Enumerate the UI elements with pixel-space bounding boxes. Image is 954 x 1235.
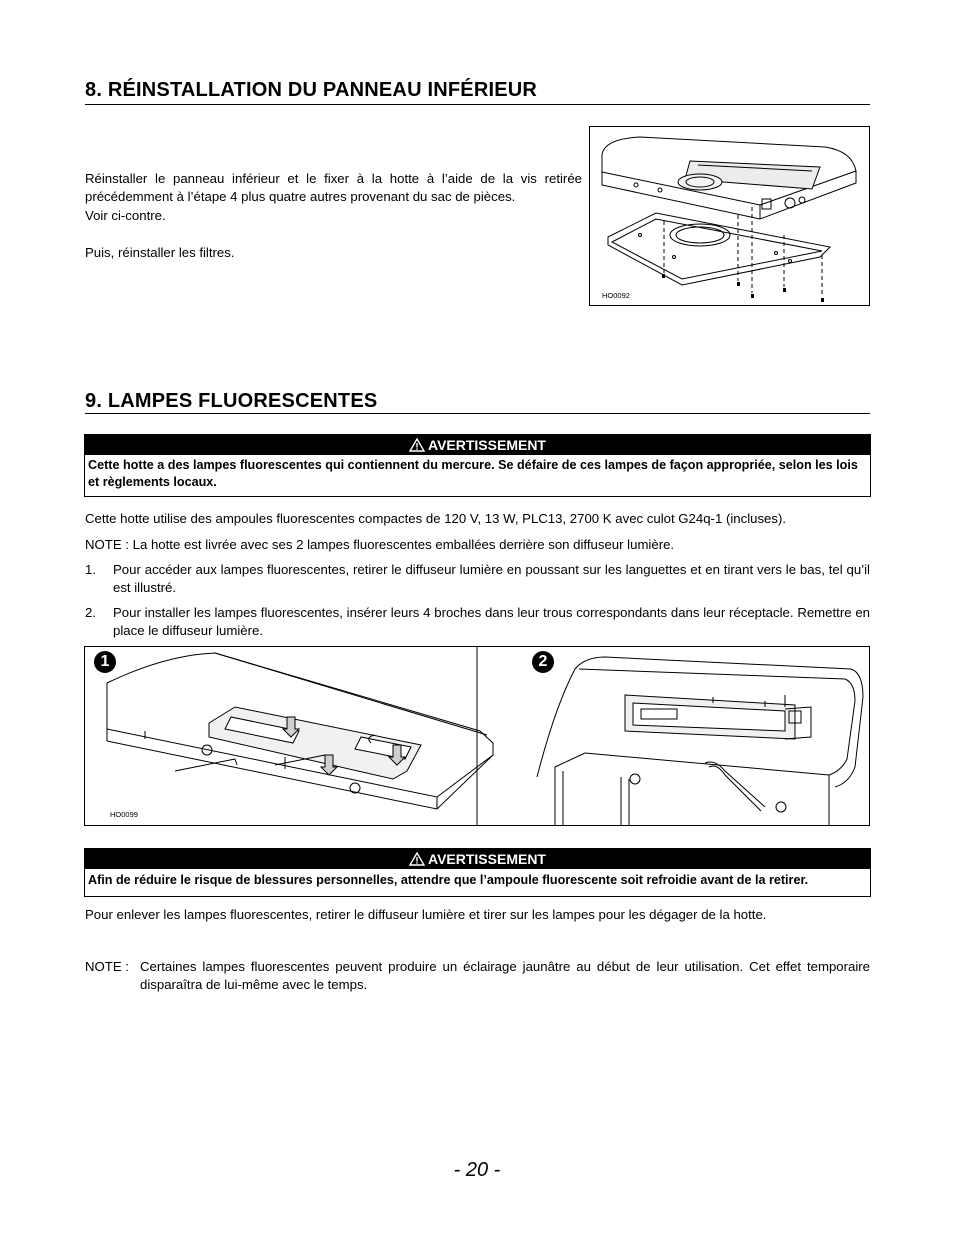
- step-1-text: Pour accéder aux lampes fluorescentes, retirer le diffuseur lumière en poussant sur les languettes et en tirant vers le bas, tel qu’il est illustré.: [113, 562, 870, 595]
- step-1-number: 1.: [85, 562, 96, 577]
- lamp-spec-paragraph: Cette hotte utilise des ampoules fluorescentes compactes de 120 V, 13 W, PLC13, 2700 K avec culot G24q-1 (incluses).: [85, 511, 787, 526]
- section-8-paragraph: Réinstaller le panneau inférieur et le fixer à la hotte à l’aide de la vis retirée précédemment à l’étape 4 plus quatre autres provenant du sac de pièces.: [85, 171, 582, 204]
- step-2: [85, 604, 870, 640]
- figure-code-ho0092: HO0092: [602, 291, 630, 300]
- step-1: [85, 561, 870, 597]
- step-2-number: 2.: [85, 605, 96, 620]
- warning-heading: AVERTISSEMENT: [428, 851, 546, 867]
- removal-paragraph: Pour enlever les lampes fluorescentes, retirer le diffuseur lumière et tirer sur les lampes pour les dégager de la hotte.: [85, 907, 767, 922]
- section-8-rule: [85, 104, 870, 105]
- figure-code-ho0099: HO0099: [110, 810, 138, 819]
- lamp-access-illustration: [85, 647, 869, 825]
- section-9-rule: [85, 413, 870, 414]
- warning-header: [85, 849, 870, 869]
- section-8-title: 8. RÉINSTALLATION DU PANNEAU INFÉRIEUR: [85, 79, 538, 101]
- warning-header: [85, 435, 870, 455]
- step-1-badge: 1: [100, 653, 110, 670]
- step-2-text: Pour installer les lampes fluorescentes, insérer leurs 4 broches dans leur trous correspondants dans leur réceptacle. Remettre en place le diffuseur lumière.: [113, 605, 870, 638]
- burn-warning-text: Afin de réduire le risque de blessures personnelles, attendre que l’ampoule fluorescente soit refroidie avant de la retirer.: [88, 873, 809, 887]
- warning-heading: AVERTISSEMENT: [428, 437, 546, 453]
- mercury-warning-text: Cette hotte a des lampes fluorescentes qui contiennent du mercure. Se défaire de ces lampes de façon appropriée, selon les lois et règlements locaux.: [88, 458, 858, 489]
- burn-warning-box: [84, 848, 871, 897]
- bottom-panel-illustration: [590, 127, 869, 305]
- mercury-warning-box: [84, 434, 871, 497]
- lamp-access-figure: [84, 646, 870, 826]
- lamp-note-paragraph: NOTE : La hotte est livrée avec ses 2 lampes fluorescentes emballées derrière son diffuseur lumière.: [85, 537, 675, 552]
- note-label: NOTE :: [85, 959, 129, 974]
- warning-triangle-icon: [409, 852, 425, 866]
- step-2-badge: 2: [538, 653, 548, 670]
- section-9-title: 9. LAMPES FLUORESCENTES: [85, 390, 378, 412]
- note-text: Certaines lampes fluorescentes peuvent produire un éclairage jaunâtre au début de leur utilisation. Cet effet temporaire disparaîtra de lui-même avec le temps.: [140, 959, 870, 992]
- section-8-reinstall-filters: Puis, réinstaller les filtres.: [85, 245, 235, 260]
- page-number: - 20 -: [453, 1159, 501, 1181]
- bottom-panel-figure: [589, 126, 870, 306]
- warning-triangle-icon: [409, 438, 425, 452]
- section-8-see-opposite: Voir ci-contre.: [85, 208, 166, 223]
- yellow-light-note: [85, 958, 870, 994]
